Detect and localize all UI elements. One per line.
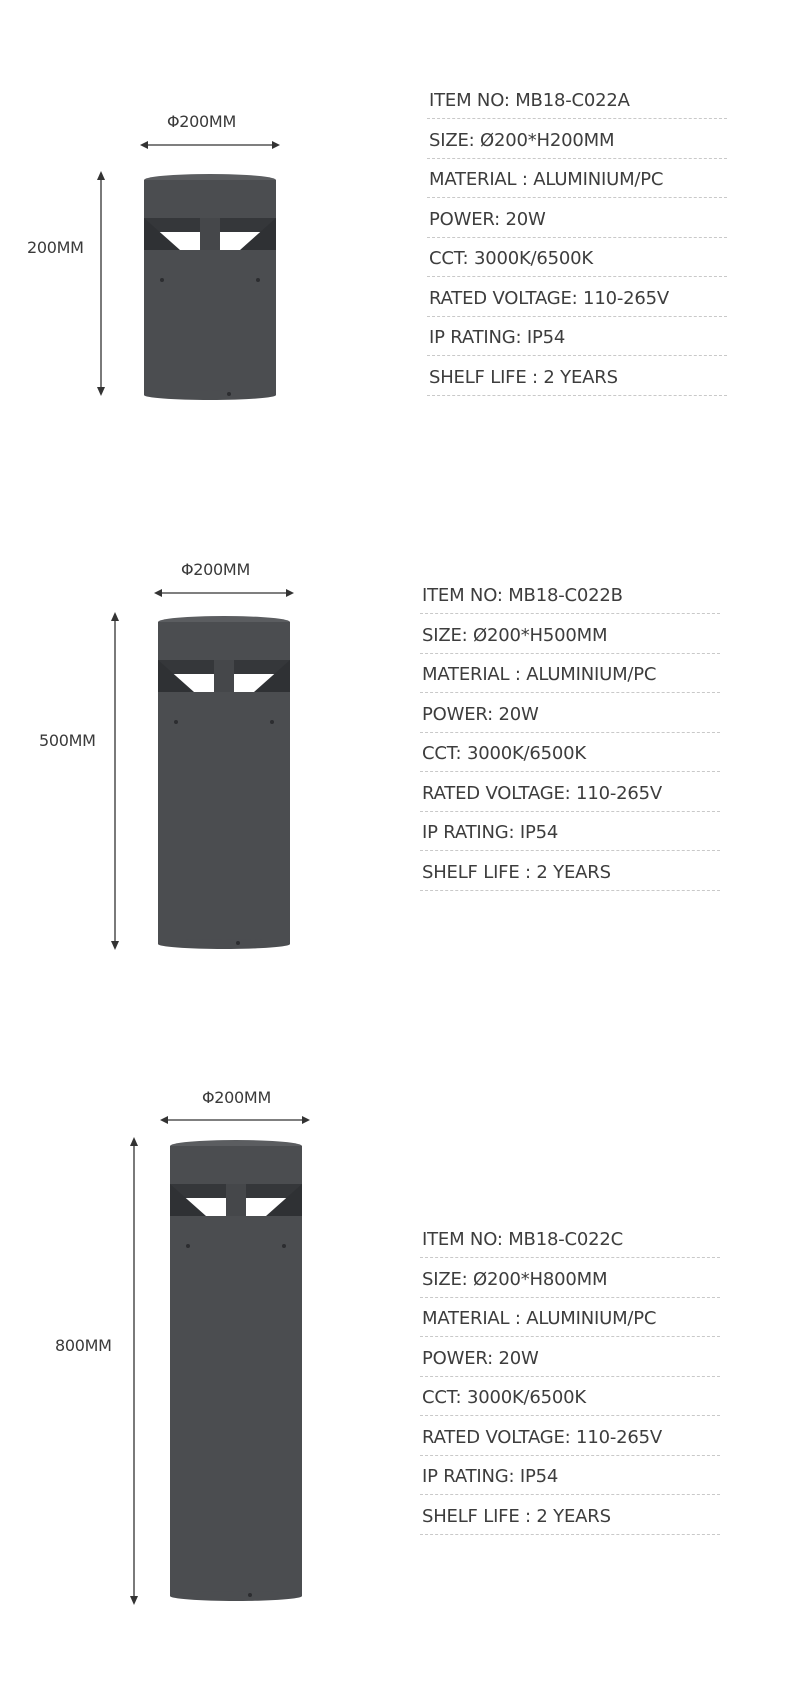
diameter-label: Φ200MM bbox=[181, 560, 250, 579]
spec-size: SIZE: Ø200*H200MM bbox=[427, 119, 727, 159]
spec-size: SIZE: Ø200*H500MM bbox=[420, 614, 720, 654]
spec-item-no: ITEM NO: MB18-C022B bbox=[420, 578, 720, 614]
spec-shelf-life: SHELF LIFE : 2 YEARS bbox=[420, 851, 720, 891]
spec-material: MATERIAL : ALUMINIUM/PC bbox=[420, 1298, 720, 1338]
spec-rated-voltage: RATED VOLTAGE: 110-265V bbox=[420, 772, 720, 812]
height-arrow bbox=[127, 1137, 141, 1605]
bollard-light-image bbox=[166, 1138, 306, 1602]
spec-rated-voltage: RATED VOLTAGE: 110-265V bbox=[427, 277, 727, 317]
spec-material: MATERIAL : ALUMINIUM/PC bbox=[427, 159, 727, 199]
spec-item-no: ITEM NO: MB18-C022C bbox=[420, 1222, 720, 1258]
spec-power: POWER: 20W bbox=[427, 198, 727, 238]
height-label: 200MM bbox=[27, 238, 84, 257]
height-label: 500MM bbox=[39, 731, 96, 750]
spec-size: SIZE: Ø200*H800MM bbox=[420, 1258, 720, 1298]
diameter-arrow bbox=[160, 1113, 310, 1127]
spec-cct: CCT: 3000K/6500K bbox=[427, 238, 727, 278]
spec-list bbox=[420, 1222, 720, 1535]
spec-item-no: ITEM NO: MB18-C022A bbox=[427, 83, 727, 119]
spec-cct: CCT: 3000K/6500K bbox=[420, 733, 720, 773]
diameter-label: Φ200MM bbox=[167, 112, 236, 131]
spec-power: POWER: 20W bbox=[420, 693, 720, 733]
height-label: 800MM bbox=[55, 1336, 112, 1355]
spec-ip-rating: IP RATING: IP54 bbox=[427, 317, 727, 357]
diameter-label: Φ200MM bbox=[202, 1088, 271, 1107]
spec-shelf-life: SHELF LIFE : 2 YEARS bbox=[427, 356, 727, 396]
spec-cct: CCT: 3000K/6500K bbox=[420, 1377, 720, 1417]
spec-ip-rating: IP RATING: IP54 bbox=[420, 812, 720, 852]
spec-ip-rating: IP RATING: IP54 bbox=[420, 1456, 720, 1496]
spec-shelf-life: SHELF LIFE : 2 YEARS bbox=[420, 1495, 720, 1535]
spec-rated-voltage: RATED VOLTAGE: 110-265V bbox=[420, 1416, 720, 1456]
spec-material: MATERIAL : ALUMINIUM/PC bbox=[420, 654, 720, 694]
spec-power: POWER: 20W bbox=[420, 1337, 720, 1377]
